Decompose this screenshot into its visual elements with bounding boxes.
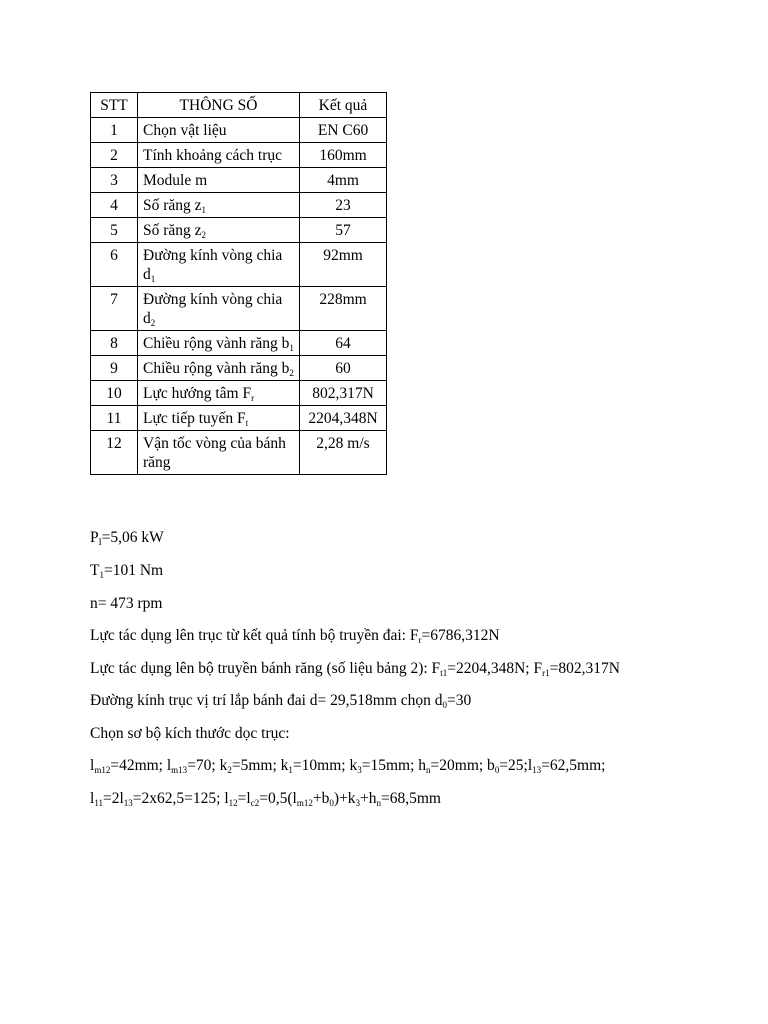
dimension-text: l (90, 790, 95, 807)
cell-parameter (138, 193, 300, 218)
line-gear-force-text: Lực tác dụng lên bộ truyền bánh răng (số liệu bảng 2): F (90, 660, 441, 677)
table-row (91, 331, 387, 356)
cell-parameter (138, 168, 300, 193)
cell-parameter-subscript: 1 (150, 274, 156, 284)
dimension-text: =2l (102, 790, 124, 807)
dimension-subscript: m13 (171, 765, 188, 775)
cell-stt: 10 (91, 381, 138, 406)
cell-parameter (138, 331, 300, 356)
cell-parameter-text: Module m (143, 172, 208, 189)
dimension-text: +h (359, 790, 377, 807)
cell-result: 4mm (300, 168, 387, 193)
line-power-label: P (90, 529, 99, 546)
cell-result: 57 (300, 218, 387, 243)
dimension-text: =70; k (187, 757, 228, 774)
cell-parameter-text: Số răng z (143, 197, 202, 214)
cell-parameter-text: Đường kính vòng chia d (143, 291, 283, 327)
cell-stt: 11 (91, 406, 138, 431)
cell-parameter (138, 406, 300, 431)
line-belt-force-text: Lực tác dụng lên trục từ kết quả tính bộ truyền đai: F (90, 627, 419, 644)
line-shaft-diameter-text: Đường kính trục vị trí lắp bánh đai d= 29,518mm chọn d (90, 692, 443, 709)
line-gear-force-sub-2: r1 (542, 668, 550, 678)
header-parameter: THÔNG SỐ (138, 93, 300, 118)
cell-stt: 5 (91, 218, 138, 243)
dimension-subscript: 0 (329, 798, 334, 808)
dimension-subscript: n (376, 798, 381, 808)
cell-result: 92mm (300, 243, 387, 287)
line-torque-value: =101 Nm (103, 562, 164, 579)
cell-parameter (138, 287, 300, 331)
cell-result: 2204,348N (300, 406, 387, 431)
parameters-table (90, 92, 387, 475)
line-torque-sub: 1 (99, 570, 104, 580)
cell-parameter (138, 218, 300, 243)
dimension-subscript: c2 (250, 798, 260, 808)
dimension-subscript: 13 (123, 798, 133, 808)
dimension-text: =2x62,5=125; l (132, 790, 229, 807)
dimension-subscript: 12 (228, 798, 238, 808)
line-dimensions-2 (90, 790, 441, 808)
cell-parameter (138, 381, 300, 406)
dimension-subscript: 3 (355, 798, 360, 808)
line-belt-force (90, 627, 500, 645)
cell-stt: 8 (91, 331, 138, 356)
line-power (90, 529, 164, 547)
line-gear-force-value-2: =802,317N (549, 660, 620, 677)
dimension-text: =0,5(l (259, 790, 297, 807)
table-header-row (91, 93, 387, 118)
table-row (91, 143, 387, 168)
table-row (91, 243, 387, 287)
header-stt: STT (91, 93, 138, 118)
dimension-text: =15mm; h (361, 757, 427, 774)
header-result: Kết quả (300, 93, 387, 118)
cell-stt: 3 (91, 168, 138, 193)
cell-parameter-text: Lực hướng tâm F (143, 385, 252, 402)
dimension-subscript: n (426, 765, 431, 775)
dimension-subscript: 3 (357, 765, 362, 775)
dimension-subscript: 11 (94, 798, 103, 808)
line-belt-force-sub: r (418, 635, 422, 645)
line-torque-label: T (90, 562, 100, 579)
cell-result: 60 (300, 356, 387, 381)
dimension-text: )+k (333, 790, 356, 807)
line-power-value: =5,06 kW (101, 529, 164, 546)
dimension-text: =5mm; k (231, 757, 289, 774)
line-speed: n= 473 rpm (90, 595, 163, 612)
line-belt-force-value: =6786,312N (421, 627, 500, 644)
cell-stt: 9 (91, 356, 138, 381)
cell-parameter-subscript: t (245, 418, 249, 428)
cell-parameter-subscript: 1 (201, 205, 207, 215)
cell-result: 2,28 m/s (300, 431, 387, 475)
table-row (91, 356, 387, 381)
cell-parameter (138, 356, 300, 381)
cell-result: 23 (300, 193, 387, 218)
dimension-text: =68,5mm (380, 790, 441, 807)
line-gear-force-sub-1: t1 (440, 668, 448, 678)
cell-parameter-text: Lực tiếp tuyến F (143, 410, 246, 427)
cell-parameter (138, 118, 300, 143)
table-row (91, 118, 387, 143)
cell-parameter (138, 243, 300, 287)
table-body (91, 118, 387, 475)
table-row (91, 381, 387, 406)
dimension-text: +b (312, 790, 330, 807)
cell-stt: 12 (91, 431, 138, 475)
table-row (91, 287, 387, 331)
cell-result: 64 (300, 331, 387, 356)
dimension-text: =20mm; b (430, 757, 495, 774)
dimension-text: =25;l (499, 757, 533, 774)
cell-parameter-text: Số răng z (143, 222, 202, 239)
cell-stt: 7 (91, 287, 138, 331)
line-shaft-diameter-sub: 0 (442, 700, 448, 710)
dimension-subscript: m12 (94, 765, 111, 775)
cell-stt: 2 (91, 143, 138, 168)
dimension-subscript: 13 (532, 765, 542, 775)
cell-parameter-text: Chiều rộng vành răng b (143, 335, 290, 352)
cell-stt: 1 (91, 118, 138, 143)
cell-result: EN C60 (300, 118, 387, 143)
cell-parameter-subscript: r (251, 393, 255, 403)
cell-stt: 6 (91, 243, 138, 287)
dimension-subscript: 1 (288, 765, 293, 775)
line-power-sub: I (98, 537, 102, 547)
cell-parameter-subscript: 2 (201, 230, 207, 240)
dimension-text: =10mm; k (292, 757, 358, 774)
line-shaft-diameter (90, 692, 471, 710)
cell-parameter-text: Đường kính vòng chia d (143, 247, 283, 283)
cell-parameter-subscript: 1 (289, 343, 294, 353)
dimension-text: =62,5mm; (541, 757, 606, 774)
cell-parameter-text: Chiều rộng vành răng b (143, 360, 290, 377)
line-dimensions-1 (90, 757, 605, 775)
dimension-subscript: 2 (227, 765, 232, 775)
line-shaft-diameter-value: =30 (447, 692, 472, 709)
dimension-text: =l (237, 790, 251, 807)
line-gear-force (90, 660, 620, 678)
line-choose-dimensions: Chọn sơ bộ kích thước dọc trục: (90, 725, 290, 742)
cell-parameter-subscript: 2 (289, 368, 294, 378)
table-row (91, 218, 387, 243)
cell-result: 802,317N (300, 381, 387, 406)
line-torque (90, 562, 163, 580)
cell-parameter (138, 431, 300, 475)
cell-result: 160mm (300, 143, 387, 168)
table-row (91, 193, 387, 218)
cell-parameter (138, 143, 300, 168)
cell-result: 228mm (300, 287, 387, 331)
cell-parameter-text: Tính khoảng cách trục (143, 147, 283, 164)
table-row (91, 431, 387, 475)
table-row (91, 168, 387, 193)
dimension-subscript: m12 (296, 798, 313, 808)
dimension-text: =42mm; l (110, 757, 172, 774)
table-row (91, 406, 387, 431)
cell-parameter-subscript: 2 (150, 318, 156, 328)
dimension-text: l (90, 757, 95, 774)
cell-stt: 4 (91, 193, 138, 218)
line-gear-force-value-1: =2204,348N; F (447, 660, 543, 677)
cell-parameter-text: Chọn vật liệu (143, 122, 227, 139)
cell-parameter-text: Vận tốc vòng của bánh răng (143, 435, 286, 471)
dimension-subscript: 0 (494, 765, 500, 775)
